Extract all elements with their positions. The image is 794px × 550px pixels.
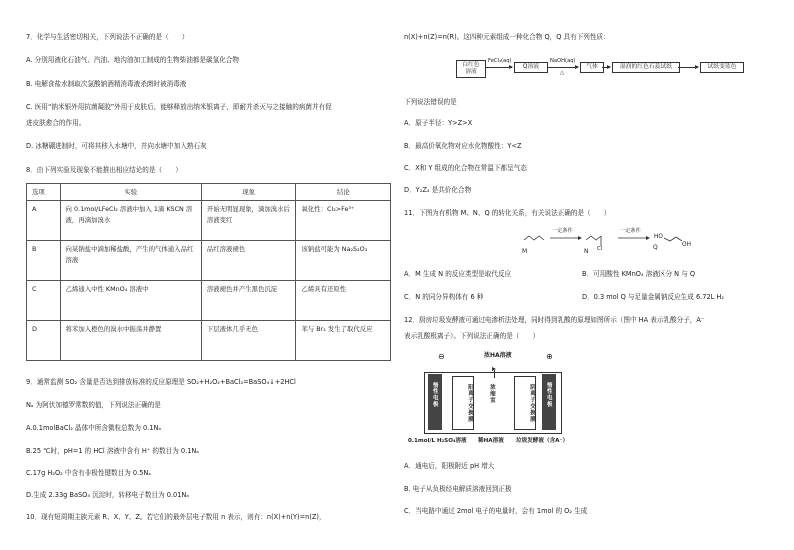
row-phenomenon: 下层液体几乎无色 (201, 321, 296, 361)
right-electrode-label: 惰性电极 (545, 382, 552, 408)
table-row (27, 201, 391, 241)
arrow1-label: 一定条件 (552, 228, 573, 234)
q9-option-b: B.25 ℃时，pH=1 的 HCl 溶液中含有 H⁺ 的数目为 0.1Nₐ (26, 447, 199, 455)
label-q-ho: HO (654, 234, 663, 240)
q7-option-c-cont: 进皮肤愈合的作用。 (26, 119, 86, 127)
arrow2-head (646, 236, 650, 240)
flow-arrow2-heat: △ (560, 70, 564, 76)
q8-stem: 8．由下列实验及现象不能推出相应结论的是（ ） (26, 166, 182, 174)
anion-exchange-membrane: 阴离子交换膜 (514, 376, 536, 430)
row-experiment: 向 0.1mol/LFeCl₂ 溶液中加入 1滴 KSCN 溶液，再滴加溴水 (60, 201, 201, 241)
q10-stem2: 下列说法错误的是 (404, 98, 457, 106)
q9-stem: 9．通常监测 SO₂ 含量是否达到排放标准的反应原理是 SO₂+H₂O₂+BaCl₂=BaSO₄↓+2HCl (26, 378, 296, 386)
q10-flow-diagram (456, 58, 756, 84)
q10-cont-line: n(X)+n(Z)=n(R)。这四种元素组成一种化合物 Q，Q 具有下列性质： (404, 33, 610, 41)
q10-stem: 10．现有短周期主族元素 R、X、Y、Z。若它们的最外层电子数用 n 表示，则有：n(X)+n(Y)=n(Z)， (26, 513, 326, 521)
q12-option-b: B. 电子从负极经电解质溶液回到正极 (404, 485, 512, 493)
row-experiment: 乙烯通入中性 KMnO₄ 溶液中 (60, 281, 201, 321)
header-conclusion: 结论 (296, 184, 391, 201)
table-row (27, 241, 391, 281)
q12-electrodialysis-diagram (408, 352, 588, 452)
row-experiment: 向某钠盐中滴加稀盐酸，产生的气体通入品红溶液 (60, 241, 201, 281)
table-header-row (27, 184, 391, 201)
bottom-label-fermentation: 垃圾发酵液（含A⁻） (516, 438, 569, 444)
q12-option-c: C．当电路中通过 2mol 电子的电量时，会有 1mol 的 O₂ 生成 (404, 507, 588, 515)
q11-stem: 11．下图为有机物 M、N、Q 的转化关系，有关说法正确的是（ ） (404, 209, 611, 217)
flow-arrow1 (486, 67, 512, 68)
q11-option-b: B．可用酸性 KMnO₄ 溶液区分 N 与 Q (582, 270, 696, 278)
label-m: M (522, 248, 528, 255)
left-electrode-label: 惰性电极 (431, 382, 438, 408)
q9-option-d: D.生成 2.33g BaSO₄ 沉淀时，转移电子数目为 0.01Nₐ (26, 491, 189, 499)
q7-option-a: A. 分别用液化石油气、汽油、地沟油加工制成的生物柴油都是碳氢化合物 (26, 56, 239, 64)
label-n: N (584, 248, 589, 255)
q11-reaction-scheme (522, 226, 722, 260)
q10-option-a: A．原子半径：Y>Z>X (404, 119, 473, 127)
cation-exchange-membrane: 阳离子交换膜 (452, 376, 474, 430)
q8-table (26, 183, 391, 361)
q12-stem2: 表示乳酸根离子）。下列说法正确的是（ ） (404, 332, 540, 340)
flow-arrow1-label: FeCl₃(aq) (488, 58, 512, 64)
q10-option-c: C．X和 Y 组成的化合物在常温下都呈气态 (404, 164, 527, 172)
table-row (27, 281, 391, 321)
positive-terminal-icon: ⊕ (546, 352, 553, 361)
flow-arrow4 (678, 67, 698, 68)
bottom-label-dilute-ha: 稀HA溶液 (478, 438, 504, 444)
label-q-oh: OH (682, 242, 691, 248)
table-row (27, 321, 391, 361)
flow-box-result: 试纸变蓝色 (700, 62, 744, 73)
row-conclusion: 氧化性：Cl₂>Fe³⁺ (296, 201, 391, 241)
flow-arrow3 (602, 67, 610, 68)
row-phenomenon: 溶液褪色并产生黑色沉淀 (201, 281, 296, 321)
row-label: A (27, 201, 61, 241)
q7-option-c: C. 医用“钠米银外用抗菌凝胶”外用于皮肤后，能够释放出纳米银离子，即耐并杀灭与之接触的病菌并有促 (26, 103, 332, 111)
q12-stem: 12．厨房垃圾发酵液可通过电渗析法处理，同时得到乳酸的原理如图所示（图中 HA 表示乳酸分子，A⁻ (404, 316, 705, 324)
flow-arrow2 (548, 67, 578, 68)
header-phenomenon: 现象 (201, 184, 296, 201)
row-conclusion: 苯与 Br₂ 发生了取代反应 (296, 321, 391, 361)
negative-terminal-icon: ⊖ (438, 352, 445, 361)
row-label: B (27, 241, 61, 281)
q11-option-d: D．0.3 mol Q 与足量金属钠反应生成 6.72L H₂ (582, 293, 725, 301)
row-label: C (27, 281, 61, 321)
molecule-n-skeleton (586, 236, 601, 240)
flow-box-gas: 气体 (580, 62, 604, 73)
bottom-label-h2so4: 0.1mol/L H₂SO₄溶液 (408, 438, 467, 444)
q9-na-line: Nₐ 为阿伏加德罗常数的值，下列说法正确的是 (26, 401, 161, 409)
q9-option-c: C.17g H₂O₂ 中含有非极性键数目为 0.5Nₐ (26, 469, 151, 477)
concentration-chamber-label: 浓缩室 (488, 384, 495, 404)
arrow1-head (578, 236, 582, 240)
row-experiment: 将苯加入橙色的溴水中振荡并静置 (60, 321, 201, 361)
arrow2-label: 一定条件 (620, 228, 641, 234)
q9-option-a: A.0.1molBaCl₂ 晶体中所含微粒总数为 0.1Nₐ (26, 424, 162, 432)
header-experiment: 实验 (60, 184, 201, 201)
flow-arrow2-label: NaOH(aq) (550, 58, 576, 64)
label-n-cl: Cl (597, 246, 603, 252)
row-label: D (27, 321, 61, 361)
q11-option-c: C．N 的同分异构体有 6 种 (404, 293, 484, 301)
row-conclusion: 乙烯具有还原性 (296, 281, 391, 321)
label-q: Q (653, 244, 658, 251)
q7-stem: 7．化学与生活密切相关，下列说法不正确的是（ ） (26, 33, 189, 41)
q7-option-b: B. 电解食盐水制取次氯酸钠酒精消毒液杀菌时被消毒液 (26, 80, 187, 88)
top-label-concentrated-ha: 浓HA溶液 (484, 352, 512, 359)
flow-box-litmus: 湿润的红色石蕊试纸 (612, 62, 680, 73)
q7-option-d: D. 冰糖硼进制时，可将其移入水塘中，并向水塘中加入熟石灰 (26, 142, 207, 150)
row-phenomenon: 开始无明显现象，滴加溴水后溶液变红 (201, 201, 296, 241)
molecule-m-skeleton (524, 236, 544, 240)
row-phenomenon: 品红溶液褪色 (201, 241, 296, 281)
q10-option-d: D．Y₂Z₄ 是共价化合物 (404, 186, 472, 194)
q12-option-a: A．通电后，阳极附近 pH 增大 (404, 462, 495, 470)
flow-box-q-solution: Q溶液 (514, 62, 548, 73)
molecule-q-skeleton (664, 237, 682, 241)
header-option: 选项 (27, 184, 61, 201)
flow-box-red-solution: 白红色 溶液 (456, 60, 486, 78)
q10-option-b: B．最高价氧化物对应水化物酸性：Y<Z (404, 142, 522, 150)
row-conclusion: 该钠盐可能为 Na₂S₂O₃ (296, 241, 391, 281)
q11-option-a: A．M 生成 N 的反应类型是取代反应 (404, 270, 512, 278)
